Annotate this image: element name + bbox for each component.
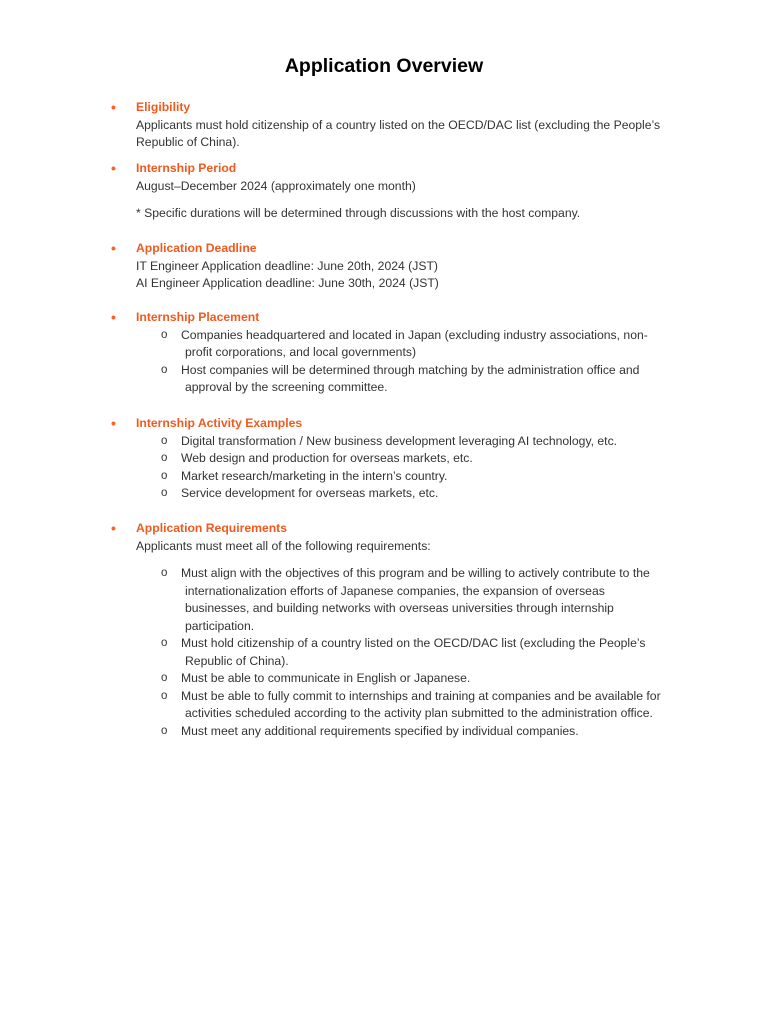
- sub-bullet-marker: o: [161, 567, 168, 579]
- bullet-marker: •: [111, 309, 116, 325]
- deadline-line: IT Engineer Application deadline: June 20th, 2024 (JST): [136, 258, 438, 273]
- bullet-marker: •: [111, 99, 116, 115]
- list-item: o Must be able to communicate in English or Japanese.: [0, 670, 675, 688]
- list-item: o Must hold citizenship of a country listed on the OECD/DAC list (excluding the People’s Republic of China).: [161, 636, 646, 668]
- placement-list: [0, 327, 768, 397]
- list-item: o Host companies will be determined through matching by the administration office and approval by the screening committee.: [161, 362, 640, 394]
- deadline-line: AI Engineer Application deadline: June 30th, 2024 (JST): [136, 276, 439, 290]
- section-heading: Internship Period: [136, 161, 237, 175]
- activities-list: [0, 433, 768, 503]
- section-note: * Specific durations will be determined through discussions with the host company.: [136, 206, 581, 220]
- list-item: o Digital transformation / New business development leveraging AI technology, etc.: [0, 433, 675, 451]
- bullet-marker: •: [111, 415, 116, 431]
- bullet-marker: •: [111, 520, 116, 536]
- page-title: Application Overview: [284, 55, 484, 77]
- list-item: o Market research/marketing in the intern’s country.: [0, 468, 675, 486]
- sub-bullet-marker: o: [161, 469, 168, 482]
- section-text: Applicants must meet all of the following requirements:: [136, 538, 431, 553]
- sub-bullet-marker: o: [161, 637, 168, 649]
- sub-bullet-marker: o: [161, 672, 168, 684]
- list-item: o Web design and production for overseas markets, etc.: [0, 450, 675, 468]
- sub-bullet-marker: o: [161, 452, 168, 464]
- list-item: o Must meet any additional requirements specified by individual companies.: [0, 723, 675, 741]
- list-item: o Must be able to fully commit to internships and training at companies and be available for activities scheduled according to the activity plan submitted to the administration office.: [161, 688, 661, 720]
- section-text: Applicants must hold citizenship of a country listed on the OECD/DAC list (excluding the People’s Republic of China).: [136, 117, 661, 149]
- section-heading: Eligibility: [136, 100, 191, 114]
- list-item: o Companies headquartered and located in Japan (excluding industry associations, non-profit corporations, and local governments): [161, 327, 648, 359]
- sub-bullet-marker: o: [161, 328, 168, 341]
- bullet-marker: •: [111, 240, 116, 256]
- section-heading: Application Deadline: [136, 241, 257, 255]
- list-item: o Service development for overseas markets, etc.: [0, 485, 675, 503]
- sub-bullet-marker: o: [161, 689, 168, 702]
- section-heading: Internship Activity Examples: [136, 416, 303, 430]
- list-item: o Must align with the objectives of this program and be willing to actively contribute to the internationalization efforts of Japanese companies, the expansion of overseas businesses, and building networks with overseas universities through internship participation.: [161, 566, 650, 633]
- section-heading: Internship Placement: [136, 310, 260, 324]
- sub-bullet-marker: o: [161, 363, 168, 376]
- section-text: August–December 2024 (approximately one month): [136, 178, 416, 193]
- section-heading: Application Requirements: [136, 521, 288, 535]
- requirements-list: [0, 565, 768, 740]
- sub-bullet-marker: o: [161, 434, 168, 447]
- bullet-marker: •: [111, 160, 116, 176]
- sub-bullet-marker: o: [161, 487, 168, 499]
- sub-bullet-marker: o: [161, 724, 168, 737]
